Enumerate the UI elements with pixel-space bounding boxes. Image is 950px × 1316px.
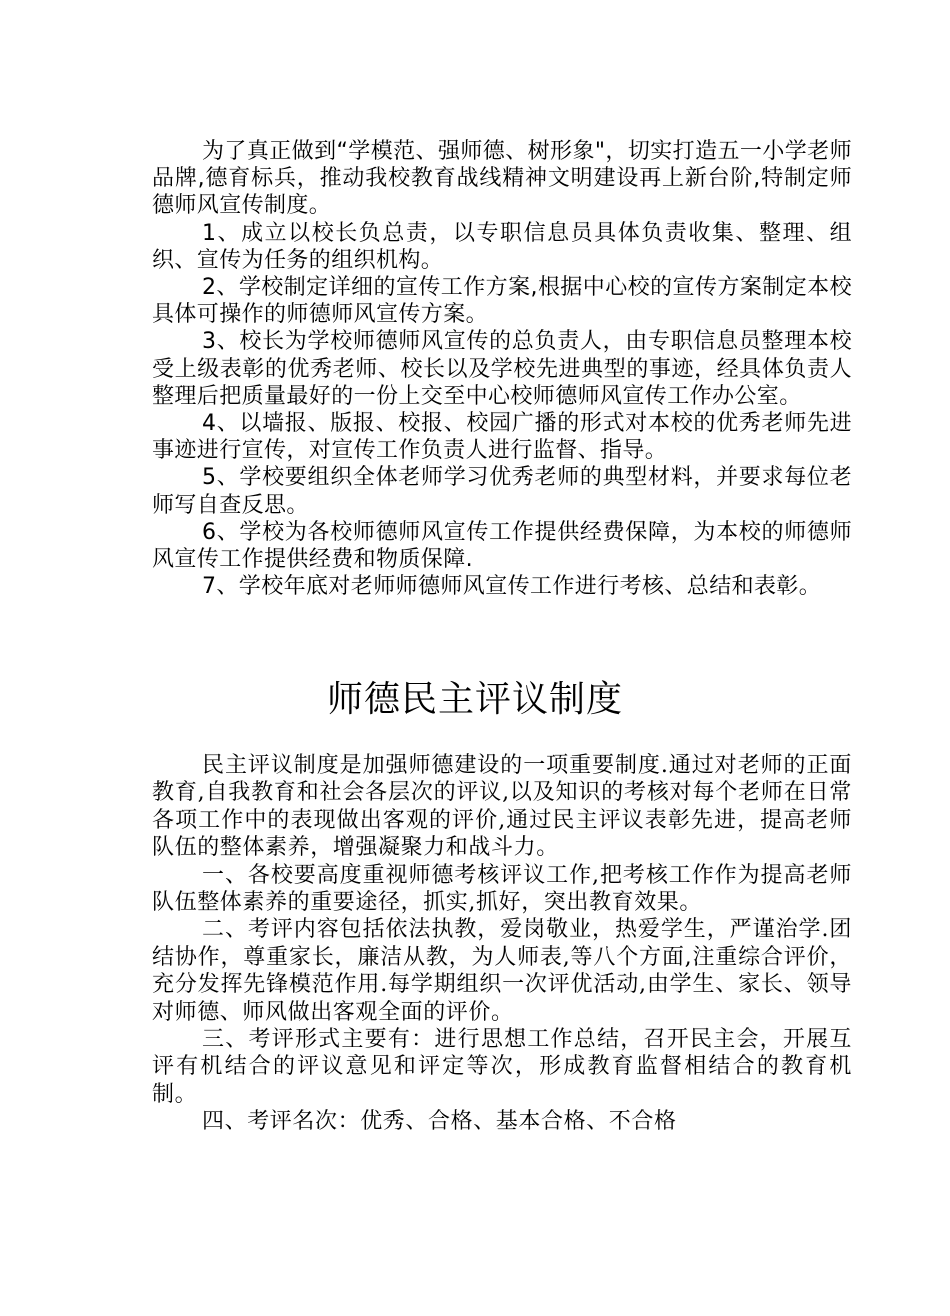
evaluation-intro-paragraph: 民主评议制度是加强师德建设的一项重要制度.通过对老师的正面教育,自我教育和社会各层次的评议,以及知识的考核对每个老师在日常各项工作中的表现做出客观的评价,通过民主评议表彰先进，提高老师队伍的整体素养，增强凝聚力和战斗力。 [152, 753, 852, 861]
intro-paragraph: 为了真正做到“学模范、强师德、树形象"，切实打造五一小学老师品牌,德育标兵，推动我校教育战线精神文明建设再上新台阶,特制定师德师风宣传制度。 [152, 139, 852, 219]
evaluation-item-2: 二、考评内容包括依法执教，爱岗敬业，热爱学生，严谨治学.团结协作，尊重家长，廉洁从教，为人师表,等八个方面,注重综合评价，充分发挥先锋模范作用.每学期组织一次评优活动,由学生、家长、领导对师德、师风做出客观全面的评价。 [152, 917, 852, 1025]
rule-item-7: 7、学校年底对老师师德师风宣传工作进行考核、总结和表彰。 [202, 574, 822, 600]
rule-item-6: 6、学校为各校师德师风宣传工作提供经费保障，为本校的师德师风宣传工作提供经费和物质保障. [152, 519, 852, 573]
evaluation-item-4: 四、考评名次：优秀、合格、基本合格、不合格 [202, 1109, 677, 1135]
rule-item-4: 4、以墙报、版报、校报、校园广播的形式对本校的优秀老师先进事迹进行宣传，对宣传工作负责人进行监督、指导。 [152, 411, 852, 464]
section-title: 师德民主评议制度 [326, 679, 623, 720]
rule-item-2: 2、学校制定详细的宣传工作方案,根据中心校的宣传方案制定本校具体可操作的师德师风宣传方案。 [152, 275, 852, 328]
publicity-system-section [152, 138, 852, 600]
evaluation-item-3: 三、考评形式主要有：进行思想工作总结，召开民主会，开展互评有机结合的评议意见和评定等次，形成教育监督相结合的教育机制。 [152, 1027, 852, 1107]
rule-item-1: 1、成立以校长负总责，以专职信息员具体负责收集、整理、组织、宣传为任务的组织机构。 [152, 220, 852, 273]
rule-item-5: 5、学校要组织全体老师学习优秀老师的典型材料，并要求每位老师写自查反思。 [152, 465, 852, 518]
evaluation-system-section [152, 752, 852, 1136]
rule-item-3: 3、校长为学校师德师风宣传的总负责人，由专职信息员整理本校受上级表彰的优秀老师、校长以及学校先进典型的事迹，经具体负责人整理后把质量最好的一份上交至中心校师德师风宣传工作办公室。 [152, 329, 852, 409]
evaluation-item-1: 一、各校要高度重视师德考核评议工作,把考核工作作为提高老师队伍整体素养的重要途径，抓实,抓好，突出教育效果。 [152, 862, 852, 916]
